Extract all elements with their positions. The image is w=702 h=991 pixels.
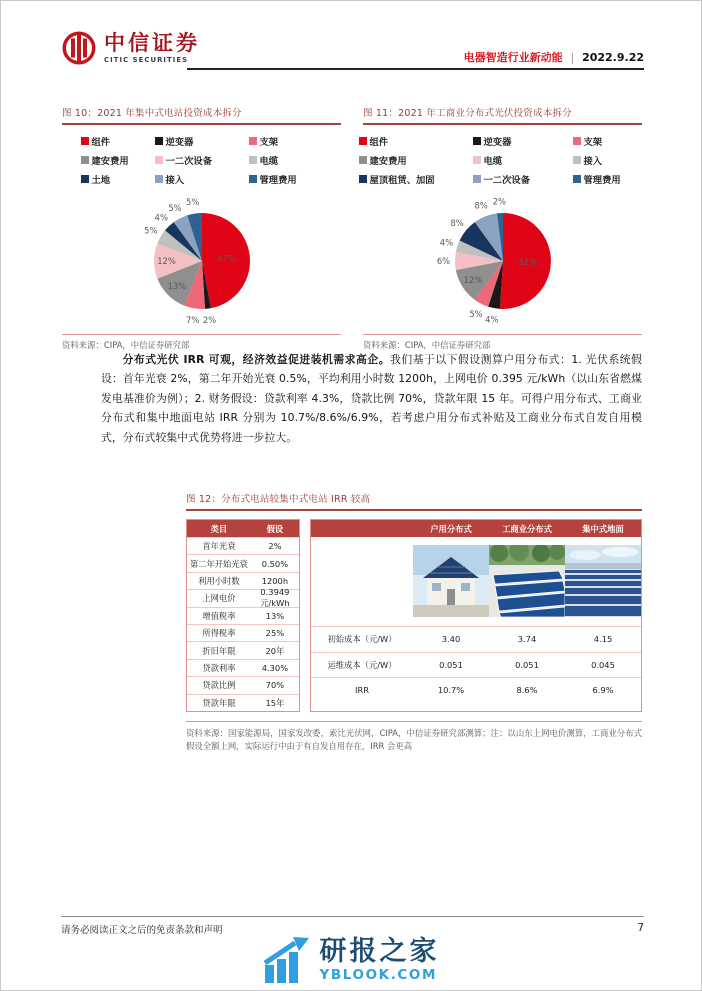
assumption-value: 1200h	[261, 575, 289, 586]
comparison-value: 4.15	[593, 634, 613, 645]
assumption-label: 贷款比例	[202, 680, 236, 691]
pie-slice-label: 12%	[156, 256, 176, 266]
assumption-value: 25%	[265, 628, 285, 639]
legend-label: 管理费用	[583, 175, 621, 186]
commercial-rooftop-photo	[489, 545, 565, 617]
pie-slice-label: 47%	[216, 253, 236, 264]
pie-slice-label: 13%	[167, 281, 186, 292]
table-row	[311, 626, 641, 652]
legend-item	[359, 134, 463, 148]
figure-11	[363, 105, 642, 351]
legend-label: 管理费用	[259, 175, 297, 186]
table-row	[187, 659, 299, 676]
legend-label: 建安费用	[369, 156, 407, 167]
legend-swatch-icon	[155, 175, 163, 183]
legend-label: 接入	[165, 175, 185, 186]
comparison-value: 3.40	[441, 634, 461, 645]
legend-label: 土地	[91, 175, 111, 186]
assumptions-table	[186, 519, 300, 712]
legend-item	[155, 172, 239, 186]
legend-item	[359, 153, 463, 167]
comparison-row-label: 运维成本（元/W）	[327, 659, 397, 670]
assumption-label: 增值税率	[202, 610, 236, 621]
legend-item	[473, 172, 563, 186]
pie-slice-label: 12%	[463, 275, 482, 285]
assumption-label: 上网电价	[202, 593, 236, 604]
legend-swatch-icon	[573, 137, 581, 145]
legend-label: 逆变器	[165, 137, 194, 148]
rooftop-house-photo	[413, 545, 489, 617]
pie-slice-label: 4%	[439, 237, 453, 248]
assumption-value: 4.30%	[261, 662, 289, 673]
figure-10-legend	[62, 134, 341, 186]
assumption-label: 所得税率	[202, 628, 236, 639]
legend-swatch-icon	[359, 137, 367, 145]
table-row	[187, 641, 299, 658]
header-rule	[187, 68, 644, 70]
comparison-value: 0.051	[515, 659, 539, 670]
comparison-value: 0.045	[591, 659, 615, 670]
header-title-block	[464, 49, 644, 65]
figure-10-pie-chart	[102, 189, 302, 331]
title-divider: |	[570, 51, 575, 64]
legend-item	[473, 134, 563, 148]
figure-12-caption: 图 12：分布式电站较集中式电站 IRR 较高	[186, 491, 642, 511]
comparison-value: 0.051	[439, 659, 463, 670]
comparison-header-cell: 户用分布式	[430, 523, 472, 534]
assumption-value: 0.50%	[261, 558, 289, 569]
comparison-row-label: IRR	[355, 685, 369, 696]
legend-item	[573, 153, 647, 167]
assumption-label: 贷款年限	[202, 697, 236, 708]
assumption-label: 第二年开始光衰	[189, 558, 248, 569]
logo-cn: 中信证券	[104, 30, 200, 55]
legend-item	[81, 153, 145, 167]
comparison-header-cell: 工商业分布式	[502, 523, 552, 534]
legend-swatch-icon	[81, 137, 89, 145]
footer-rule	[61, 916, 644, 917]
assumption-label: 折旧年限	[202, 645, 236, 656]
assumption-label: 贷款利率	[202, 662, 236, 673]
pie-slice-label: 8%	[449, 218, 464, 229]
figure-10-source: 资料来源：CIPA，中信证券研究部	[62, 334, 341, 351]
legend-swatch-icon	[473, 156, 481, 164]
legend-swatch-icon	[249, 137, 257, 145]
assumption-value: 13%	[265, 610, 285, 621]
legend-swatch-icon	[81, 175, 89, 183]
legend-swatch-icon	[249, 156, 257, 164]
figure-row	[62, 105, 642, 351]
legend-label: 组件	[91, 137, 111, 148]
legend-item	[359, 172, 463, 186]
table-row	[187, 554, 299, 571]
legend-label: 电缆	[483, 156, 503, 167]
assumption-label: 利用小时数	[198, 575, 240, 586]
legend-label: 支架	[259, 137, 279, 148]
pie-slice-label: 2%	[202, 315, 216, 326]
legend-item	[249, 153, 323, 167]
legend-label: 一二次设备	[483, 175, 530, 186]
assumptions-header-cell: 假设	[266, 523, 284, 534]
legend-label: 屋顶租赁、加固	[369, 175, 435, 186]
table-row	[187, 694, 299, 711]
paragraph-lead: 分布式光伏 IRR 可观，经济效益促进装机需求高企。	[122, 353, 391, 366]
legend-label: 建安费用	[91, 156, 129, 167]
comparison-table	[310, 519, 642, 712]
legend-item	[81, 134, 145, 148]
pie-slice-label: 4%	[484, 314, 498, 325]
pie-slice-label: 5%	[143, 225, 157, 236]
citic-logo	[61, 30, 200, 66]
legend-swatch-icon	[81, 156, 89, 164]
comparison-value: 8.6%	[516, 685, 538, 696]
legend-item	[155, 153, 239, 167]
pie-slice-label: 4%	[154, 212, 168, 223]
figure-12-source: 资料来源：国家能源局，国家发改委，索比光伏网，CIPA，中信证券研究部测算；注：以山东上网电价测算，工商业分布式假设全额上网，实际运行中由于有自发自用存在，IRR 会更高	[186, 721, 642, 754]
comparison-header-cell: 集中式地面	[582, 523, 624, 534]
pie-slice-label: 51%	[518, 256, 537, 267]
pie-slice-label: 8%	[473, 200, 488, 211]
table-row	[187, 537, 299, 554]
figure-10	[62, 105, 341, 351]
logo-en: CITIC SECURITIES	[104, 55, 189, 64]
legend-item	[573, 134, 647, 148]
comparison-value: 3.74	[517, 634, 537, 645]
legend-item	[155, 134, 239, 148]
table-row	[311, 652, 641, 678]
assumption-value: 15年	[265, 697, 285, 708]
pie-slice-label: 5%	[167, 203, 182, 213]
report-title: 电器智造行业新动能	[463, 51, 563, 64]
figure-11-pie-chart	[403, 189, 603, 331]
paragraph-body: 我们基于以下假设测算户用分布式：1. 光伏系统假设：首年光衰 2%，第二年开始光衰 0.5%，平均利用小时数 1200h，上网电价 0.395 元/kWh（以山东省燃煤发电基准价为例）；2. 财务假设：贷款利率 4.3%，贷款比例 70%，贷款年限 15 年。可得户用分布式、工商业分布式和集中地面电站 IRR 分别为 10.7%/8.6%/6.9%，若考虑户用分布式补贴及工商业分布式自发自用模式，分布式较集中式优势将进一步拉大。	[101, 353, 642, 444]
legend-swatch-icon	[155, 156, 163, 164]
body-paragraph	[101, 350, 642, 447]
pie-slice-label: 5%	[468, 309, 483, 319]
legend-item	[81, 172, 145, 186]
comparison-value: 10.7%	[437, 685, 465, 696]
assumption-value: 20年	[265, 645, 285, 656]
legend-swatch-icon	[155, 137, 163, 145]
table-row	[311, 677, 641, 703]
legend-swatch-icon	[359, 175, 367, 183]
legend-label: 组件	[369, 137, 389, 148]
legend-item	[249, 134, 323, 148]
figure-12	[186, 491, 642, 754]
legend-swatch-icon	[473, 137, 481, 145]
legend-swatch-icon	[573, 156, 581, 164]
watermark-en: YBLOOK.COM	[319, 966, 438, 983]
assumption-value: 0.3949元/kWh	[260, 587, 290, 609]
assumption-value: 2%	[268, 541, 282, 552]
legend-item	[573, 172, 647, 186]
legend-label: 支架	[583, 137, 603, 148]
legend-label: 接入	[583, 156, 603, 167]
assumption-value: 70%	[265, 680, 285, 691]
pie-slice-label: 5%	[185, 197, 199, 208]
assumptions-header-cell: 类目	[210, 523, 228, 534]
legend-label: 逆变器	[483, 137, 512, 148]
watermark-cn: 研报之家	[319, 935, 440, 967]
legend-item	[249, 172, 323, 186]
legend-swatch-icon	[473, 175, 481, 183]
pie-slice-label: 6%	[436, 256, 450, 266]
page-number: 7	[637, 922, 644, 934]
pie-slice-label: 2%	[492, 196, 506, 207]
comparison-value: 6.9%	[592, 685, 614, 696]
legend-label: 电缆	[259, 156, 279, 167]
table-row	[187, 624, 299, 641]
legend-swatch-icon	[573, 175, 581, 183]
legend-swatch-icon	[249, 175, 257, 183]
figure-11-source: 资料来源：CIPA，中信证券研究部	[363, 334, 642, 351]
pie-slice-label: 7%	[185, 314, 199, 325]
watermark-chart-icon	[263, 937, 311, 983]
watermark	[1, 937, 701, 983]
legend-label: 一二次设备	[165, 156, 212, 167]
report-date: 2022.9.22	[582, 51, 644, 64]
footer-disclaimer: 请务必阅读正文之后的免责条款和声明	[61, 925, 223, 936]
figure-10-caption: 图 10：2021 年集中式电站投资成本拆分	[62, 105, 341, 125]
ground-station-photo	[565, 545, 641, 617]
assumption-label: 首年光衰	[202, 541, 236, 552]
citic-logo-mark-icon	[61, 30, 97, 66]
figure-11-caption: 图 11：2021 年工商业分布式光伏投资成本拆分	[363, 105, 642, 125]
figure-11-legend	[363, 134, 642, 186]
table-row	[187, 676, 299, 693]
legend-swatch-icon	[359, 156, 367, 164]
legend-item	[473, 153, 563, 167]
table-row	[187, 587, 299, 609]
comparison-row-label: 初始成本（元/W）	[327, 634, 397, 645]
